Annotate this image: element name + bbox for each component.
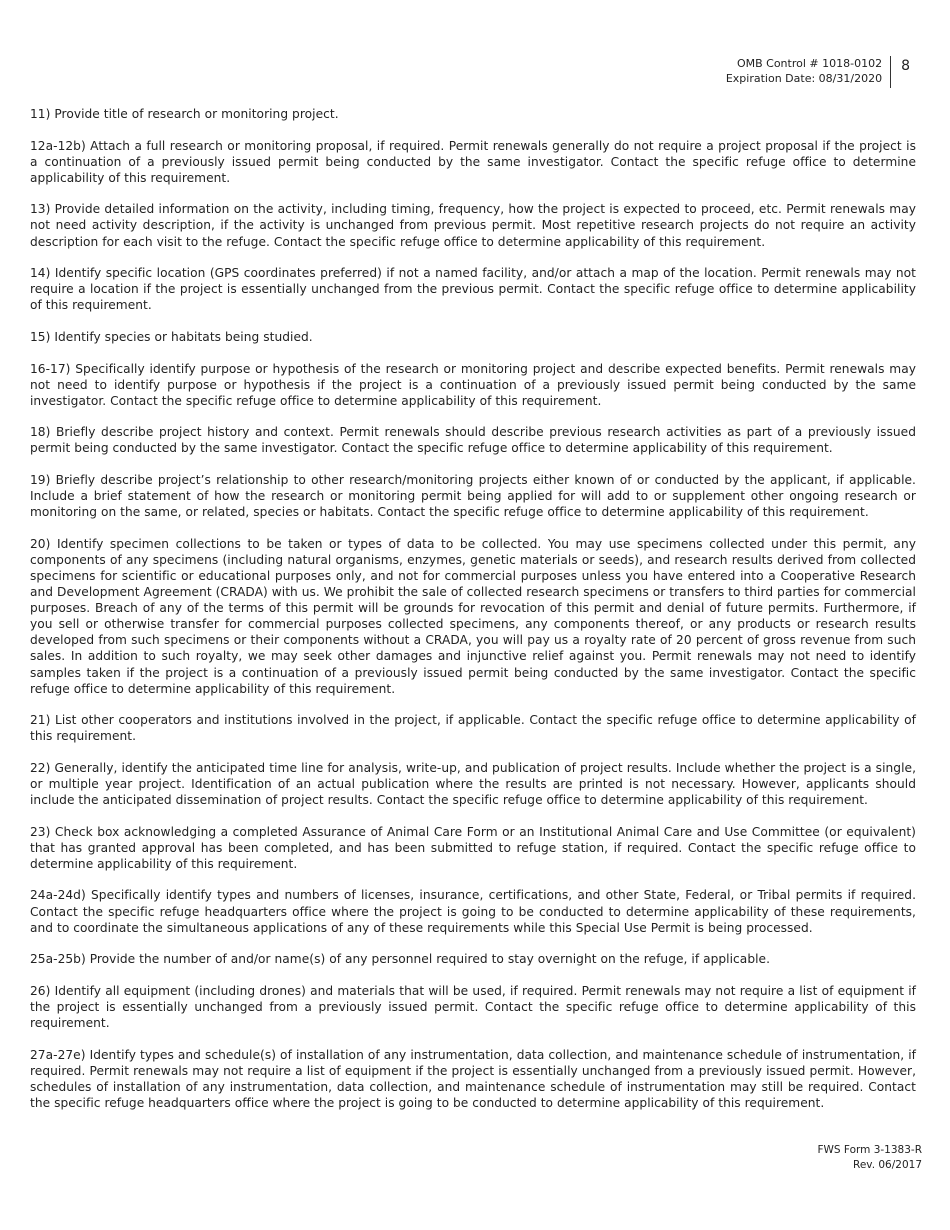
instruction-item-20: 20) Identify specimen collections to be taken or types of data to be collected. You may use specimens collected under this permit, any components of any specimens (including natural organisms, enzymes, genetic materials or seeds), and research results derived from collected specimens for scientific or educational purposes only, and not for commercial purposes unless you have entered into a Cooperative Research and Development Agreement (CRADA) with us. We prohibit the sale of collected research specimens or transfers to third parties for commercial purposes. Breach of any of the terms of this permit will be grounds for revocation of this permit and denial of future permits. Furthermore, if you sell or otherwise transfer for commercial purposes collected specimens, any components thereof, or any products or research results developed from such specimens or their components without a CRADA, you will pay us a royalty rate of 20 percent of gross revenue from such sales. In addition to such royalty, we may seek other damages and injunctive relief against you. Permit renewals may not need to identify samples taken if the project is a continuation of a previously issued permit being conducted by the same investigator. Contact the specific refuge office to determine applicability of this requirement. — [30, 536, 916, 696]
page-footer — [818, 1143, 923, 1173]
instruction-item-21: 21) List other cooperators and institutions involved in the project, if applicable. Contact the specific refuge office to determine applicability of this requirement. — [30, 713, 916, 744]
instruction-item-15: 15) Identify species or habitats being studied. — [30, 329, 313, 344]
instruction-item-26: 26) Identify all equipment (including drones) and materials that will be used, if required. Permit renewals may not require a list of equipment if the project is essentially unchanged from a previously issued permit. Contact the specific refuge office to determine applicability of this requirement. — [30, 983, 916, 1031]
instruction-item-13: 13) Provide detailed information on the activity, including timing, frequency, how the project is expected to proceed, etc. Permit renewals may not need activity description, if the activity is unchanged from previous permit. Most repetitive research projects do not require an activity description for each visit to the refuge. Contact the specific refuge office to determine applicability of this requirement. — [30, 202, 916, 249]
instructions-body — [30, 106, 916, 1127]
page-number: 8 — [901, 58, 910, 74]
form-number: FWS Form 3-1383-R — [817, 1144, 922, 1156]
instruction-item-11: 11) Provide title of research or monitoring project. — [30, 107, 339, 121]
instruction-item-27: 27a-27e) Identify types and schedule(s) of installation of any instrumentation, data collection, and maintenance schedule of instrumentation, if required. Permit renewals may not require a list of equipment if the project is essentially unchanged from a previously issued permit. However, schedules of installation of any instrumentation, data collection, and maintenance schedule of instrumentation may still be required. Contact the specific refuge headquarters office where the project is going to be conducted to determine applicability of this requirement. — [30, 1047, 916, 1110]
instruction-item-22: 22) Generally, identify the anticipated time line for analysis, write-up, and publication of project results. Include whether the project is a single, or multiple year project. Identification of an actual publication where the results are printed is not necessary. However, applicants should include the anticipated dissemination of project results. Contact the specific refuge office to determine applicability of this requirement. — [30, 760, 916, 808]
instruction-item-16-17: 16-17) Specifically identify purpose or hypothesis of the research or monitoring project and describe expected benefits. Permit renewals may not need to identify purpose or hypothesis if the project is a continuation of a previously issued permit being conducted by the same investigator. Contact the specific refuge office to determine applicability of this requirement. — [30, 361, 916, 408]
instruction-item-25: 25a-25b) Provide the number of and/or name(s) of any personnel required to stay overnight on the refuge, if applicable. — [30, 952, 771, 967]
instruction-item-24: 24a-24d) Specifically identify types and numbers of licenses, insurance, certifications, and other State, Federal, or Tribal permits if required. Contact the specific refuge headquarters office where the project is going to be conducted to determine applicability of these requirements, and to coordinate the simultaneous applications of any of these requirements while this Special Use Permit is being processed. — [30, 888, 916, 935]
omb-info — [726, 56, 891, 88]
revision-date: Rev. 06/2017 — [853, 1159, 922, 1171]
instruction-item-19: 19) Briefly describe project’s relationship to other research/monitoring projects either known of or conducted by the applicant, if applicable. Include a brief statement of how the research or monitoring permit being applied for will add to or supplement other ongoing research or monitoring on the same, or related, species or habitats. Contact the specific refuge office to determine applicability of this requirement. — [30, 473, 916, 520]
page-header — [726, 56, 910, 88]
instruction-item-18: 18) Briefly describe project history and context. Permit renewals should describe previous research activities as part of a previously issued permit being conducted by the same investigator. Contact the specific refuge office to determine applicability of this requirement. — [30, 425, 916, 456]
instruction-item-23: 23) Check box acknowledging a completed Assurance of Animal Care Form or an Institutional Animal Care and Use Committee (or equivalent) that has granted approval has been completed, and has been submitted to refuge station, if required. Contact the specific refuge office to determine applicability of this requirement. — [30, 824, 916, 871]
omb-control-number: OMB Control # 1018-0102 — [736, 57, 883, 70]
expiration-date: Expiration Date: 08/31/2020 — [725, 72, 883, 85]
instruction-item-12: 12a-12b) Attach a full research or monitoring proposal, if required. Permit renewals generally do not require a project proposal if the project is a continuation of a previously issued permit being conducted by the same investigator. Contact the specific refuge office to determine applicability of this requirement. — [30, 138, 916, 185]
instruction-item-14: 14) Identify specific location (GPS coordinates preferred) if not a named facility, and/or attach a map of the location. Permit renewals may not require a location if the project is essentially unchanged from the previous permit. Contact the specific refuge office to determine applicability of this requirement. — [30, 266, 916, 313]
